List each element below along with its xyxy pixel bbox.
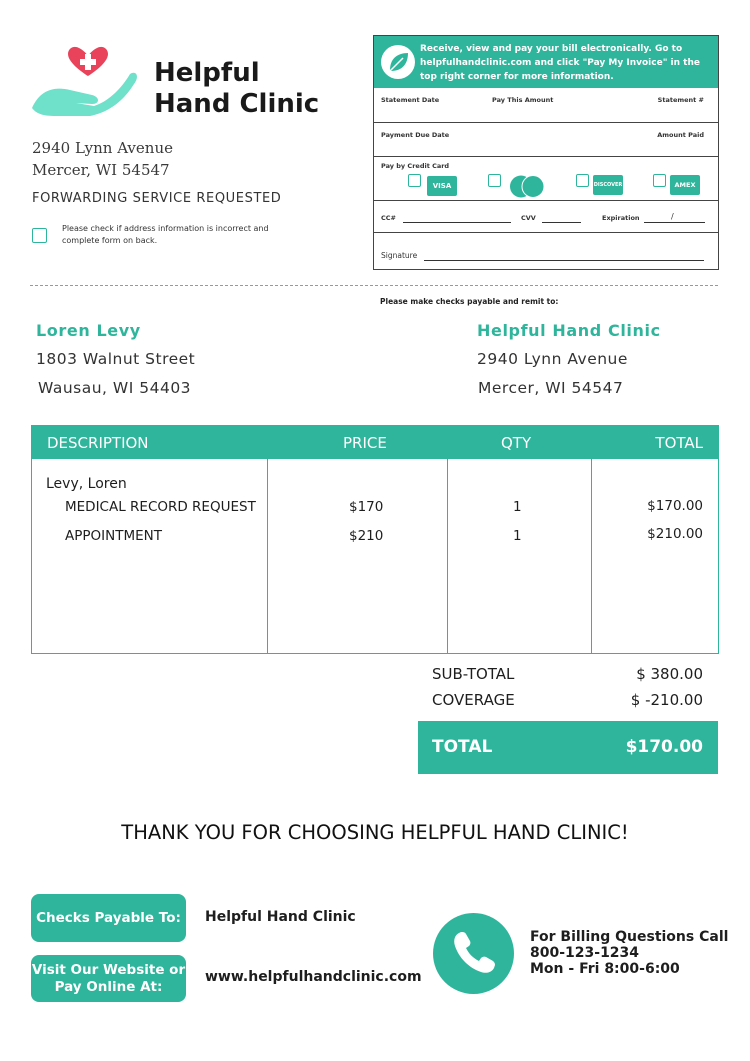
subtotal-label: SUB-TOTAL (432, 665, 515, 683)
visa-checkbox[interactable] (408, 174, 421, 187)
bill-to-line1: 1803 Walnut Street (36, 350, 196, 368)
visa-card-logo: VISA (427, 176, 457, 196)
clinic-address-line2: Mercer, WI 54547 (32, 161, 170, 179)
statement-row (374, 88, 718, 123)
amex-checkbox[interactable] (653, 174, 666, 187)
mastercard-checkbox[interactable] (488, 174, 501, 187)
remit-to-name: Helpful Hand Clinic (477, 321, 661, 340)
cvv-field[interactable] (542, 222, 581, 223)
expiration-separator: / (671, 212, 674, 221)
mastercard-logo (507, 174, 547, 199)
address-incorrect-checkbox[interactable] (32, 228, 47, 243)
signature-field[interactable] (424, 260, 704, 261)
signature-label: Signature (381, 251, 418, 260)
invoice-table (31, 425, 719, 654)
billing-hours: Mon - Fri 8:00-6:00 (530, 961, 680, 977)
coverage-value: $ -210.00 (630, 691, 703, 709)
statement-number-label: Statement # (657, 96, 704, 104)
amex-card-logo: AMEX (670, 175, 700, 195)
leaf-icon (381, 45, 415, 79)
column-divider (447, 459, 448, 653)
phone-icon (433, 913, 514, 994)
coverage-label: COVERAGE (432, 691, 515, 709)
remit-to-line2: Mercer, WI 54547 (478, 379, 624, 397)
forwarding-notice: FORWARDING SERVICE REQUESTED (32, 191, 282, 206)
bill-to-name: Loren Levy (36, 321, 141, 340)
billing-line: For Billing Questions Call (530, 929, 729, 945)
remit-note: Please make checks payable and remit to: (380, 297, 559, 306)
clinic-name-line1: Helpful (154, 58, 260, 88)
billing-contact (530, 929, 728, 977)
statement-date-label: Statement Date (381, 96, 440, 104)
clinic-name (154, 58, 319, 120)
hand-icon (32, 73, 137, 116)
payment-due-date-label: Payment Due Date (381, 131, 450, 139)
column-divider (591, 459, 592, 653)
discover-checkbox[interactable] (576, 174, 589, 187)
row-total: $170.00 (647, 498, 703, 514)
payment-banner (374, 36, 718, 88)
clinic-logo (30, 40, 140, 120)
website-link[interactable]: www.helpfulhandclinic.com (205, 969, 422, 985)
cc-number-field[interactable] (403, 222, 511, 223)
header-price: PRICE (343, 434, 387, 452)
clinic-address-line1: 2940 Lynn Avenue (32, 139, 173, 157)
header-description: DESCRIPTION (47, 434, 149, 452)
column-divider (267, 459, 268, 653)
total-bar (418, 721, 718, 774)
bill-to-line2: Wausau, WI 54403 (38, 379, 192, 397)
expiration-label: Expiration (602, 214, 640, 222)
credit-card-row (374, 157, 718, 201)
subtotal-value: $ 380.00 (636, 665, 703, 683)
amount-paid-label: Amount Paid (657, 131, 704, 139)
table-header (32, 426, 718, 459)
payment-form (373, 35, 719, 270)
card-details-row (374, 201, 718, 233)
checks-payable-badge: Checks Payable To: (31, 894, 186, 942)
row-price: $210 (349, 528, 384, 544)
due-row (374, 123, 718, 157)
checks-payable-value: Helpful Hand Clinic (205, 909, 356, 925)
row-qty: 1 (513, 528, 522, 544)
header-total: TOTAL (655, 434, 703, 452)
row-qty: 1 (513, 499, 522, 515)
cc-label: CC# (381, 214, 396, 222)
row-total: $210.00 (647, 526, 703, 542)
header-qty: QTY (501, 434, 532, 452)
cut-line (30, 285, 718, 286)
pay-amount-label: Pay This Amount (492, 96, 554, 104)
cvv-label: CVV (521, 214, 536, 222)
row-description: APPOINTMENT (65, 528, 162, 544)
clinic-name-line2: Hand Clinic (154, 89, 320, 119)
total-label: TOTAL (432, 737, 493, 757)
discover-card-logo: DISCOVER (593, 175, 623, 195)
patient-name: Levy, Loren (46, 476, 127, 492)
expiration-field[interactable] (644, 222, 705, 223)
website-badge: Visit Our Website or Pay Online At: (31, 955, 186, 1002)
credit-card-label: Pay by Credit Card (381, 162, 450, 170)
payment-banner-text: Receive, view and pay your bill electronically. Go to helpfulhandclinic.com and click "Pay My Invoice" in the top right corner for more information. (420, 44, 700, 82)
row-description: MEDICAL RECORD REQUEST (65, 499, 256, 515)
row-price: $170 (349, 499, 384, 515)
total-value: $170.00 (625, 737, 703, 757)
address-check-note: Please check if address information is incorrect and complete form on back. (62, 224, 269, 245)
signature-row (374, 233, 718, 269)
billing-phone[interactable]: 800-123-1234 (530, 945, 640, 961)
thank-you-message: THANK YOU FOR CHOOSING HELPFUL HAND CLINIC! (121, 821, 629, 844)
remit-to-line1: 2940 Lynn Avenue (477, 350, 628, 368)
